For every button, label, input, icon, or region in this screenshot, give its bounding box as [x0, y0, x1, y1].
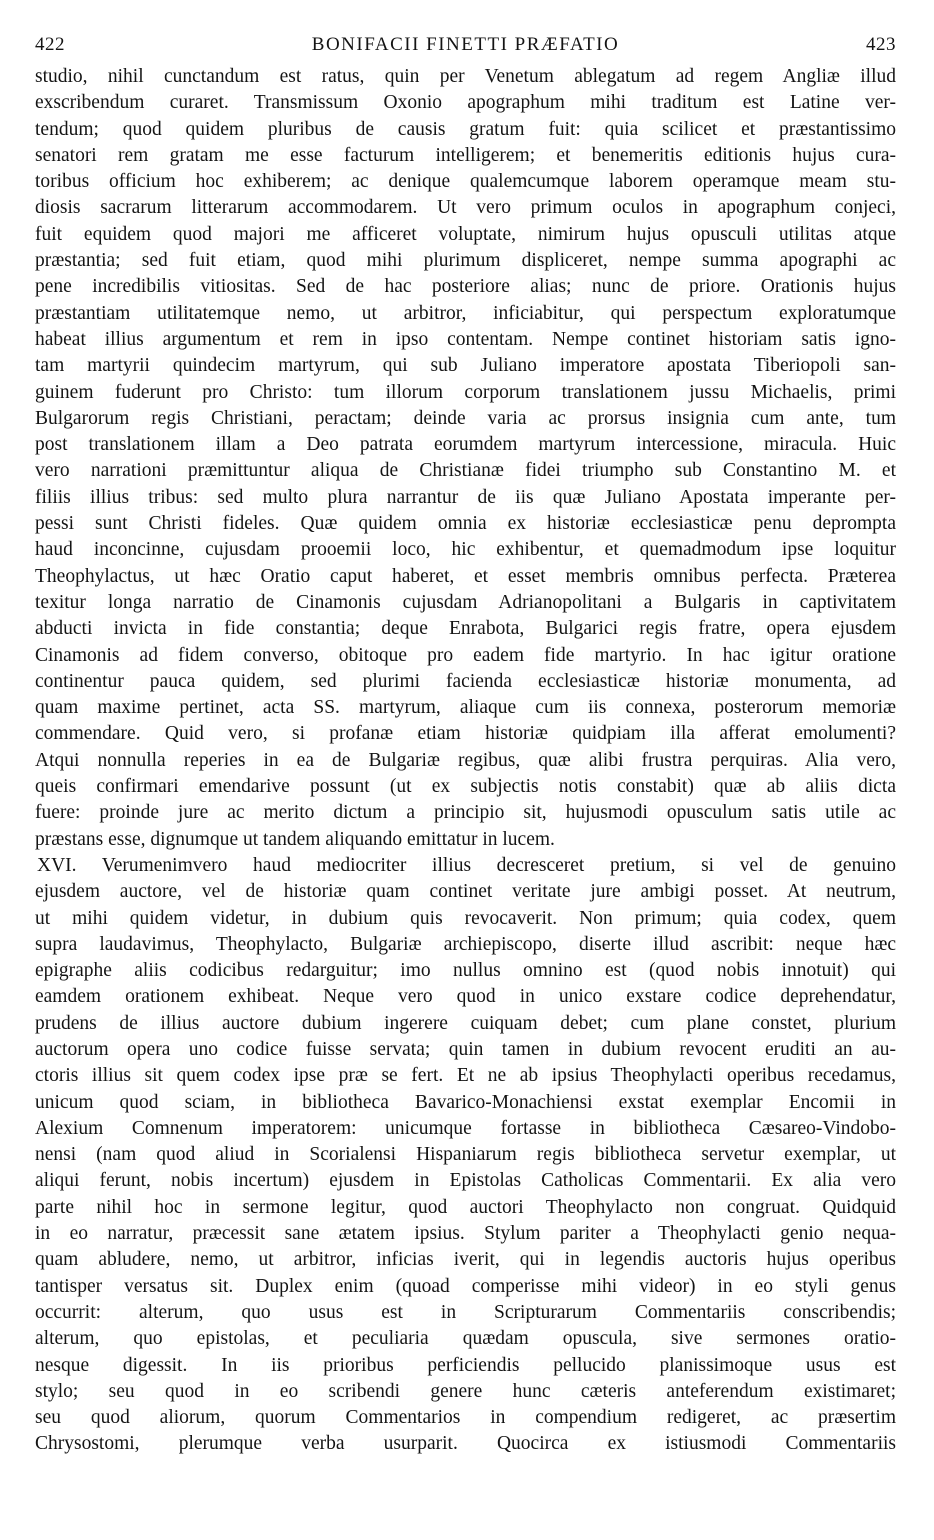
- text-line: præstantiam utilitatemque nemo, ut arbitror, inficiabitur, qui perspectum exploratumque: [35, 302, 896, 324]
- text-line: parte nihil hoc in sermone legitur, quod auctori Theophylacto non congruat. Quidquid: [35, 1196, 896, 1218]
- text-line: habeat illius argumentum et rem in ipso contentam. Nempe continet historiam satis igno-: [35, 328, 896, 350]
- text-line: nensi (nam quod aliud in Scorialensi Hispaniarum regis bibliotheca servetur exemplar, ut: [35, 1144, 896, 1166]
- left-page-number: 422: [35, 34, 65, 55]
- text-line: commendare. Quid vero, si profanæ etiam historiæ quidpiam illa afferat emolumenti?: [35, 723, 896, 745]
- text-line: Alexium Comnenum imperatorem: unicumque fortasse in bibliotheca Cæsareo-Vindobo-: [35, 1117, 896, 1139]
- text-line: tam martyrii quindecim martyrum, qui sub Juliano imperatore apostata Tiberiopoli san-: [35, 355, 896, 377]
- text-line: pene incredibilis vitiositas. Sed de hac posteriore alias; nunc de priore. Orationis hujus: [35, 276, 896, 298]
- text-line: quam maxime pertinet, acta SS. martyrum, aliaque cum iis connexa, posterorum memoriæ: [35, 697, 896, 719]
- running-header: [35, 34, 896, 62]
- text-line: supra laudavimus, Theophylacto, Bulgariæ archiepiscopo, diserte illud ascribit: neque hæc: [35, 933, 896, 955]
- text-line: vero narrationi præmittuntur aliqua de Christianæ fidei triumpho sub Constantino M. et: [35, 460, 896, 482]
- text-line: nesque digessit. In iis prioribus perficiendis pellucido planissimoque usus est: [35, 1354, 896, 1376]
- text-line: texitur longa narratio de Cinamonis cujusdam Adrianopolitani a Bulgaris in captivitatem: [35, 591, 896, 613]
- text-line: præstans esse, dignumque ut tandem aliquando emittatur in lucem.: [35, 828, 555, 850]
- text-line: tantisper versatus sit. Duplex enim (quoad comperisse mihi videor) in eo styli genus: [35, 1275, 896, 1297]
- text-line: queis confirmari emendarive possunt (ut ex subjectis notis constabit) quæ ab aliis dicta: [35, 776, 896, 798]
- text-line: auctorum opera uno codice fuisse servata; quin tamen in dubium revocent eruditi an au-: [35, 1038, 896, 1060]
- text-line: præstantia; sed fuit etiam, quod mihi plurimum displiceret, nempe summa apographi ac: [35, 250, 896, 272]
- text-line: filiis illius tribus: sed multo plura narrantur de iis quæ Juliano Apostata imperante per-: [35, 486, 896, 508]
- text-line: seu quod aliorum, quorum Commentarios in compendium redigeret, ac præsertim: [35, 1407, 896, 1429]
- text-line: haud inconcinne, cujusdam prooemii loco, hic exhibentur, et quemadmodum ipse loquitur: [35, 539, 896, 561]
- text-line: ut mihi quidem videtur, in dubium quis revocaverit. Non primum; quia codex, quem: [35, 907, 896, 929]
- text-line: Chrysostomi, plerumque verba usurparit. Quocirca ex istiusmodi Commentariis: [35, 1433, 896, 1455]
- text-line: diosis sacrarum litterarum accommodarem. Ut vero primum oculos in apographum conjeci,: [35, 197, 896, 219]
- text-line: tendum; quod quidem pluribus de causis gratum fuit: quia scilicet et præstantissimo: [35, 118, 896, 140]
- text-line: occurrit: alterum, quo usus est in Scripturarum Commentariis conscribendis;: [35, 1301, 896, 1323]
- text-line: Bulgarorum regis Christiani, peractam; deinde varia ac prorsus insignia cum ante, tum: [35, 407, 896, 429]
- text-line: toribus officium hoc exhiberem; ac denique qualemcumque laborem operamque meam stu-: [35, 171, 896, 193]
- running-title: BONIFACII FINETTI PRÆFATIO: [311, 34, 620, 55]
- text-line: exscribendum curaret. Transmissum Oxonio apographum mihi traditum est Latine ver-: [35, 92, 896, 114]
- text-line: eamdem orationem exhibeat. Neque vero quod in unico exstare codice deprehendatur,: [35, 986, 896, 1008]
- text-line: quam abludere, nemo, ut arbitror, inficias iverit, qui in legendis auctoris hujus operibus: [35, 1249, 896, 1271]
- text-line: in eo narratur, præcessit sane ætatem ipsius. Stylum pariter a Theophylacti genio nequa-: [35, 1223, 896, 1245]
- text-line: Theophylactus, ut hæc Oratio caput haberet, et esset membris omnibus perfecta. Præterea: [35, 565, 896, 587]
- text-line: aliqui ferunt, nobis incertum) ejusdem in Epistolas Catholicas Commentarii. Ex alia vero: [35, 1170, 896, 1192]
- text-line: abducti invicta in fide constantia; deque Enrabota, Bulgarici regis fratre, opera ejusdem: [35, 618, 896, 640]
- text-line: senatori rem gratam me esse facturum intelligerem; et benemeritis editionis hujus cura-: [35, 144, 896, 166]
- text-line: unicum quod sciam, in bibliotheca Bavarico-Monachiensi exstat exemplar Encomii in: [35, 1091, 896, 1113]
- text-line: guinem fuderunt pro Christo: tum illorum corporum translationem jussu Michaelis, primi: [35, 381, 896, 403]
- right-page-number: 423: [866, 34, 896, 55]
- text-line: pessi sunt Christi fideles. Quæ quidem omnia ex historiæ ecclesiasticæ penu deprompta: [35, 513, 896, 535]
- text-line: ejusdem auctore, vel de historiæ quam continet veritate jure ambigi posset. At neutrum,: [35, 881, 896, 903]
- text-line: prudens de illius auctore dubium ingerere cuiquam debet; cum plane constet, plurium: [35, 1012, 896, 1034]
- text-line: Atqui nonnulla reperies in ea de Bulgariæ regibus, quæ alibi frustra perquiras. Alia vero,: [35, 749, 896, 771]
- text-line: fuere: proinde jure ac merito dictum a principio sit, hujusmodi opusculum satis utile ac: [35, 802, 896, 824]
- text-line: continentur pauca quidem, sed plurimi facienda ecclesiasticæ historiæ monumenta, ad: [35, 670, 896, 692]
- text-line: stylo; seu quod in eo scribendi genere hunc cæteris anteferendum existimaret;: [35, 1380, 896, 1402]
- body-text: [35, 64, 896, 1458]
- text-line: alterum, quo epistolas, et peculiaria quædam opuscula, sive sermones oratio-: [35, 1328, 896, 1350]
- text-line: epigraphe aliis codicibus redarguitur; imo nullus omnino est (quod nobis innotuit) qui: [35, 960, 896, 982]
- text-line: fuit equidem quod majori me afficeret voluptate, nimirum hujus opusculi utilitas atque: [35, 223, 896, 245]
- text-line: XVI. Verumenimvero haud mediocriter illius decresceret pretium, si vel de genuino: [37, 854, 896, 876]
- text-line: ctoris illius sit quem codex ipse præ se fert. Et ne ab ipsius Theophylacti operibus recedamus,: [35, 1065, 896, 1087]
- text-line: post translationem illam a Deo patrata eorumdem martyrum intercessione, miracula. Huic: [35, 434, 896, 456]
- text-line: studio, nihil cunctandum est ratus, quin per Venetum ablegatum ad regem Angliæ illud: [35, 66, 896, 87]
- text-line: Cinamonis ad fidem converso, obitoque pro eadem fide martyrio. In hac igitur oratione: [35, 644, 896, 666]
